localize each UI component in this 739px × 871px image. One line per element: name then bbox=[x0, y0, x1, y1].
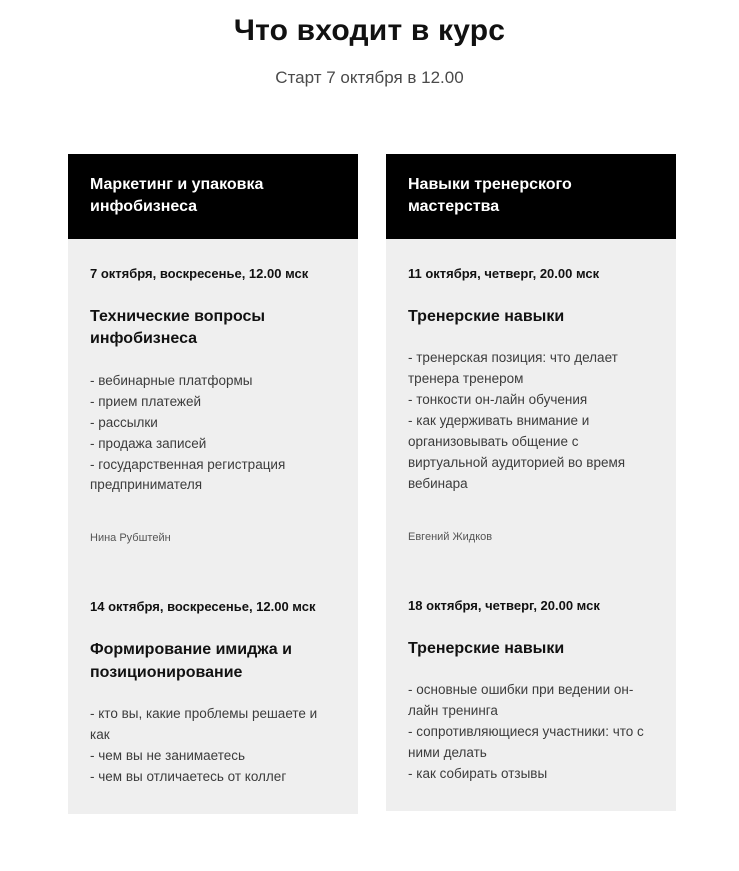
session-block bbox=[408, 597, 654, 785]
course-column-trainer-skills bbox=[386, 154, 676, 814]
list-item: - продажа записей bbox=[90, 435, 207, 451]
session-date: 18 октября, четверг, 20.00 мск bbox=[408, 597, 600, 613]
session-date: 11 октября, четверг, 20.00 мск bbox=[408, 266, 600, 282]
column-heading: Маркетинг и упаковка инфобизнеса bbox=[68, 154, 358, 239]
block-spacer bbox=[90, 554, 336, 598]
block-spacer bbox=[408, 553, 654, 597]
session-bullets bbox=[90, 371, 336, 497]
course-columns bbox=[0, 154, 739, 814]
list-item: - как удерживать внимание и организовывать общение с виртуальной аудиторией во время вебинара bbox=[408, 413, 626, 491]
column-body bbox=[68, 239, 358, 813]
session-author: Евгений Жидков bbox=[408, 530, 493, 543]
list-item: - тонкости он-лайн обучения bbox=[408, 392, 588, 408]
column-heading: Навыки тренерского мастерства bbox=[386, 154, 676, 239]
session-bullets bbox=[408, 348, 654, 494]
session-date: 14 октября, воскресенье, 12.00 мск bbox=[90, 599, 316, 615]
list-item: - как собирать отзывы bbox=[408, 765, 548, 781]
session-title: Тренерские навыки bbox=[408, 308, 565, 326]
session-bullets bbox=[90, 704, 336, 788]
list-item: - государственная регистрация предпринимателя bbox=[90, 456, 286, 493]
list-item: - тренерская позиция: что делает тренера тренером bbox=[408, 350, 618, 387]
course-column-marketing bbox=[68, 154, 358, 814]
session-bullets bbox=[408, 680, 654, 785]
page-title: Что входит в курс bbox=[233, 14, 506, 47]
list-item: - основные ошибки при ведении он-лайн тренинга bbox=[408, 682, 634, 719]
session-block bbox=[90, 598, 336, 787]
session-title: Тренерские навыки bbox=[408, 639, 565, 657]
session-block bbox=[408, 265, 654, 543]
session-title: Формирование имиджа и позиционирование bbox=[90, 641, 292, 681]
session-title: Технические вопросы инфобизнеса bbox=[90, 308, 266, 348]
session-date: 7 октября, воскресенье, 12.00 мск bbox=[90, 266, 309, 282]
page-subtitle: Старт 7 октября в 12.00 bbox=[275, 68, 464, 87]
session-author: Нина Рубштейн bbox=[90, 532, 171, 545]
column-body bbox=[386, 239, 676, 811]
list-item: - прием платежей bbox=[90, 393, 202, 409]
list-item: - рассылки bbox=[90, 414, 158, 430]
list-item: - сопротивляющиеся участники: что с ними делать bbox=[408, 723, 644, 760]
list-item: - вебинарные платформы bbox=[90, 372, 253, 388]
list-item: - чем вы не занимаетесь bbox=[90, 747, 246, 763]
session-block bbox=[90, 265, 336, 544]
list-item: - кто вы, какие проблемы решаете и как bbox=[90, 705, 318, 742]
list-item: - чем вы отличаетесь от коллег bbox=[90, 768, 287, 784]
